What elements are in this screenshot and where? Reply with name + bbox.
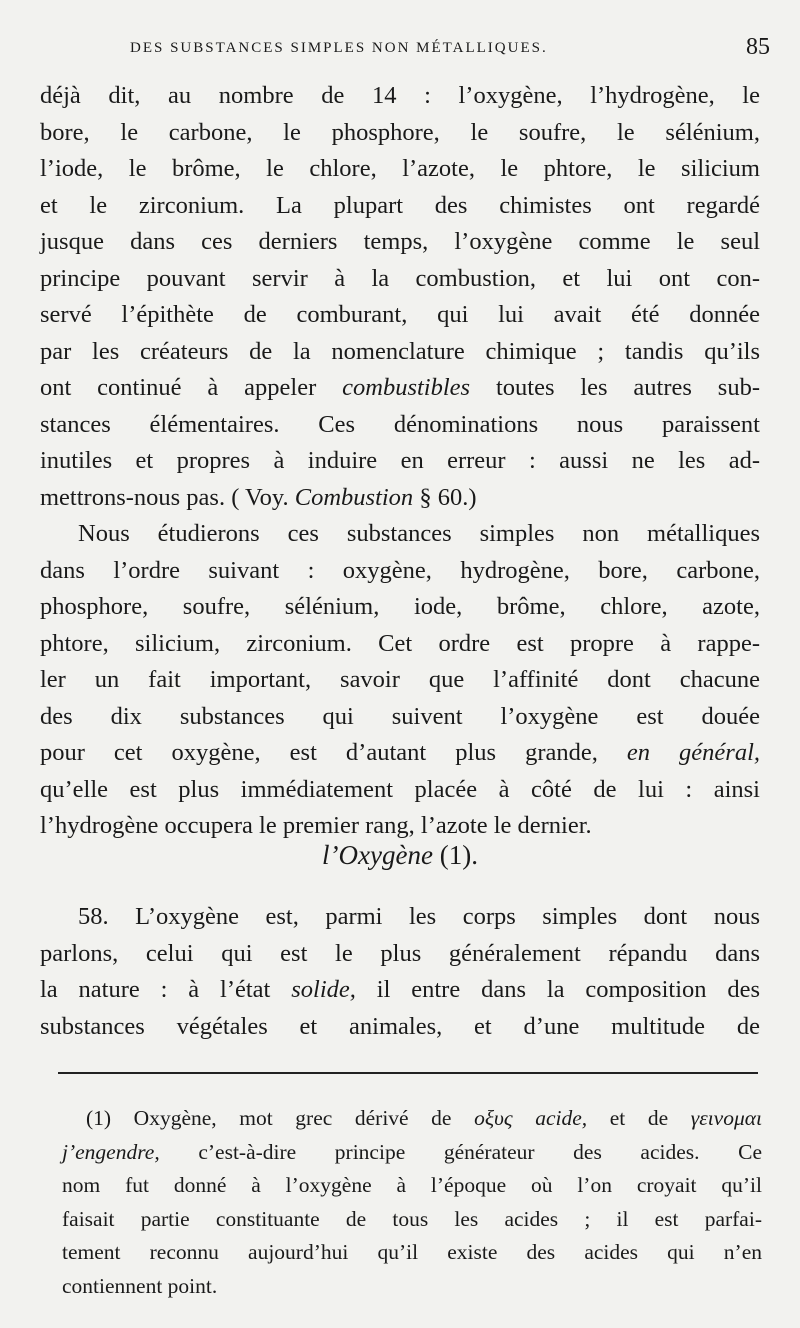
page-number: 85 [746, 34, 770, 60]
text-line: phtore, silicium, zirconium. Cet ordre est propre à rappe- [40, 629, 760, 657]
text-line: servé l’épithète de comburant, qui lui avait été donnée [40, 301, 760, 328]
text-line: 58. L’oxygène est, parmi les corps simples dont nous [78, 903, 760, 930]
text-segment: la nature : à l’état [40, 976, 271, 1003]
paragraph-58 [40, 899, 760, 1045]
text-segment: toutes les autres sub- [495, 374, 761, 401]
running-title: DES SUBSTANCES SIMPLES NON MÉTALLIQUES. [130, 40, 548, 56]
italic-term: combustibles [342, 374, 471, 401]
footnote-divider [58, 1072, 758, 1074]
text-segment: mettrons-nous pas. ( Voy. [40, 483, 289, 511]
section-title [0, 840, 800, 880]
text-line: par les créateurs de la nomenclature chimique ; tandis qu’ils [40, 337, 760, 365]
text-segment: pour cet oxygène, est d’autant plus grande, [40, 739, 598, 766]
footnote-reference: (1). [439, 840, 478, 870]
text-segment: il entre dans la composition des [376, 976, 761, 1003]
italic-term: en général, [626, 739, 761, 766]
paragraph-order [40, 516, 760, 845]
italic-term: Combustion [294, 483, 414, 511]
text-line: tement reconnu aujourd’hui qu’il existe des acides qui n’en [62, 1240, 762, 1264]
greek-term: γεινομαι [690, 1106, 763, 1130]
text-line: dans l’ordre suivant : oxygène, hydrogène, bore, carbone, [40, 556, 760, 584]
italic-term: j’engendre, [62, 1139, 160, 1164]
text-line: jusque dans ces derniers temps, l’oxygène comme le seul [40, 228, 760, 255]
text-line [40, 480, 760, 517]
text-line: l’iode, le brôme, le chlore, l’azote, le phtore, le silicium [40, 155, 760, 182]
greek-term: οξυς acide, [474, 1106, 588, 1130]
text-line: stances élémentaires. Ces dénominations nous paraissent [40, 410, 760, 438]
text-line [40, 370, 760, 407]
footnote [62, 1102, 762, 1303]
text-segment: et de [609, 1106, 669, 1130]
text-line: l’hydrogène occupera le premier rang, l’azote le dernier. [40, 812, 592, 839]
text-line: ler un fait important, savoir que l’affinité dont chacune [40, 666, 760, 693]
italic-term: solide, [291, 976, 356, 1003]
text-line: phosphore, soufre, sélénium, iode, brôme, chlore, azote, [40, 593, 760, 620]
text-line: inutiles et propres à induire en erreur : aussi ne les ad- [40, 447, 760, 474]
text-line [62, 1136, 762, 1170]
text-line [40, 972, 760, 1009]
paragraph-intro [40, 78, 760, 516]
text-line [62, 1102, 762, 1136]
text-line: des dix substances qui suivent l’oxygène est douée [40, 702, 760, 730]
text-line: faisait partie constituante de tous les acides ; il est parfai- [62, 1206, 762, 1231]
text-segment: § 60.) [419, 483, 477, 511]
main-text [40, 78, 760, 845]
text-segment: c’est-à-dire principe générateur des acides. Ce [198, 1139, 763, 1164]
text-line: contiennent point. [62, 1273, 218, 1298]
text-line: parlons, celui qui est le plus généralement répandu dans [40, 939, 760, 967]
text-line: substances végétales et animales, et d’une multitude de [40, 1012, 760, 1040]
text-line: bore, le carbone, le phosphore, le soufre, le sélénium, [40, 118, 760, 146]
text-line: qu’elle est plus immédiatement placée à côté de lui : ainsi [40, 775, 760, 803]
text-segment: ont continué à appeler [40, 374, 317, 401]
page-header [130, 34, 770, 64]
text-line [40, 735, 760, 772]
section-title-name: l’Oxygène [322, 840, 433, 870]
text-line: nom fut donné à l’oxygène à l’époque où l’on croyait qu’il [62, 1173, 762, 1197]
text-line: déjà dit, au nombre de 14 : l’oxygène, l’hydrogène, le [40, 82, 760, 109]
text-line: Nous étudierons ces substances simples non métalliques [78, 520, 760, 547]
text-line: principe pouvant servir à la combustion, et lui ont con- [40, 264, 760, 292]
text-line: et le zirconium. La plupart des chimistes ont regardé [40, 191, 760, 219]
text-segment: (1) Oxygène, mot grec dérivé de [86, 1106, 452, 1130]
